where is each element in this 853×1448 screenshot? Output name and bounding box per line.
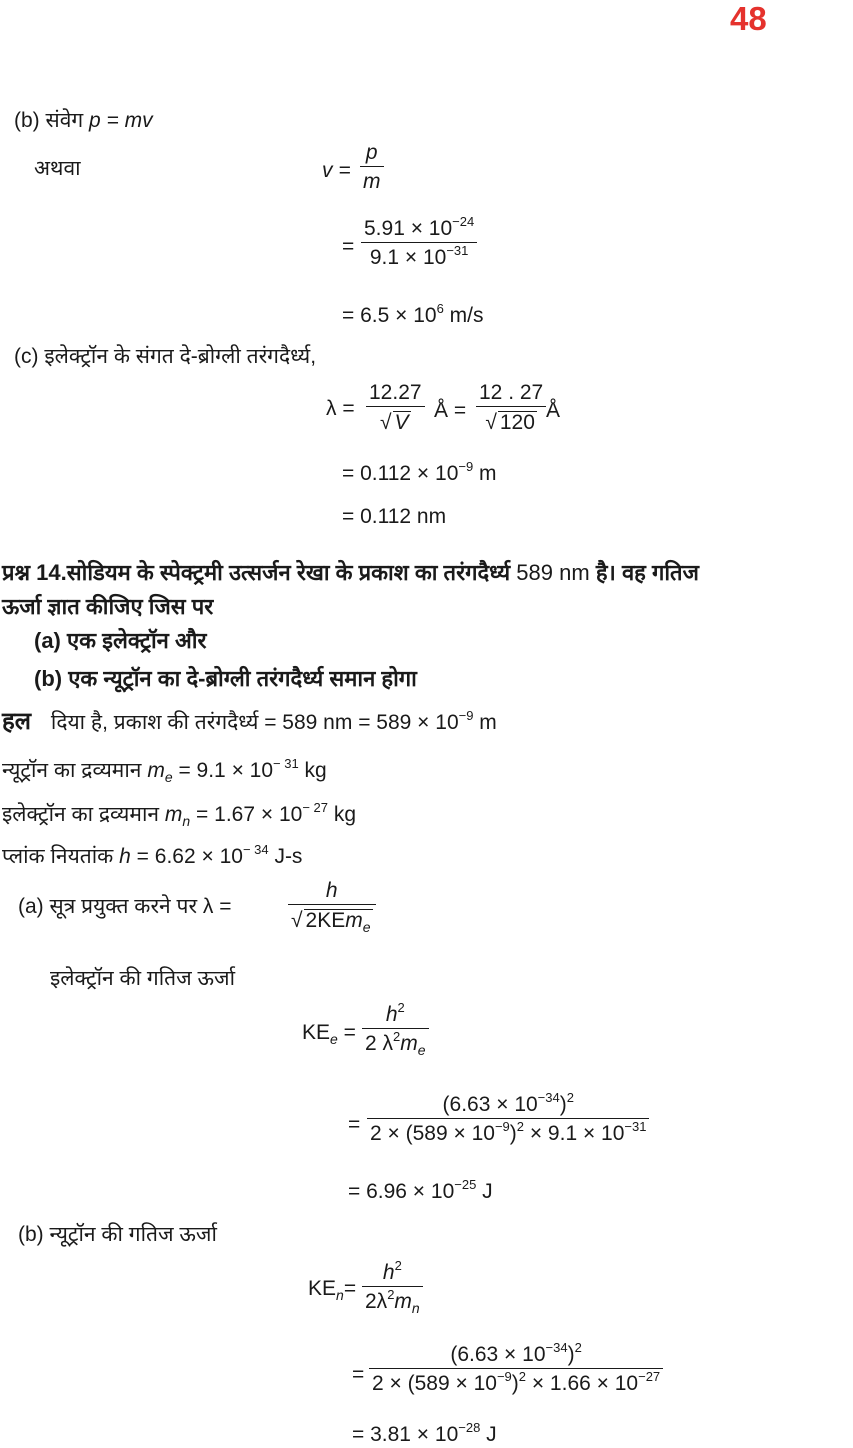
- ke-n-formula: $\frac{h^2}{2\lambda^2m_n}$: [362, 1262, 423, 1312]
- ke-e-equals: $KE_e$ =: [302, 1021, 356, 1047]
- part-c-heading: (c) इलेक्ट्रॉन के संगत दे-ब्रोग्ली तरंगदैर्ध्य,: [14, 345, 317, 368]
- lambda-result-m: = $0.112 \times 10^{-9}$ m: [342, 459, 497, 485]
- lambda-equals: λ =: [326, 397, 355, 420]
- planck-line: प्लांक नियतांक $h = 6.62 \times 10^{- 34}$ J-s: [2, 842, 303, 868]
- ke-n-substitution: $\frac{(6.63 \times 10^{-34})^2}{2 \times (589 \times 10^{-9})^2 \times 1.66 \times 10^{-27}}$: [369, 1344, 663, 1394]
- solution-label: हल: [2, 708, 32, 735]
- v-fraction-num: p: [365, 141, 378, 164]
- athva-label: अथवा: [34, 157, 81, 180]
- question-14-a: (a) एक इलेक्ट्रॉन और: [34, 628, 207, 653]
- v-equals: v =: [322, 159, 351, 182]
- question-14-b: (b) एक न्यूट्रॉन का दे-ब्रोग्ली तरंगदैर्ध्य समान होगा: [34, 666, 417, 691]
- eq-sign-ke-n: =: [352, 1363, 365, 1386]
- question-14-line1: प्रश्न 14.सोडियम के स्पेक्ट्रमी उत्सर्जन रेखा के प्रकाश का तरंगदैर्ध्य 589 nm है। वह गतिज: [2, 560, 699, 585]
- solution-given: हल दिया है, प्रकाश की तरंगदैर्ध्य = 589 nm = $589 \times 10^{-9}$ m: [2, 708, 497, 735]
- formula-a-label: (a) सूत्र प्रयुक्त करने पर λ =: [18, 895, 232, 918]
- lambda-result-nm: = 0.112 nm: [342, 505, 447, 528]
- velocity-num: $5.91 \times 10^{-24}$: [364, 214, 475, 240]
- electron-mass-line: न्यूट्रॉन का द्रव्यमान $m_e = 9.1 \times 10^{- 31}$ kg: [2, 756, 327, 785]
- page-number: 48: [730, 0, 767, 37]
- lambda-fraction-1: $\frac{12.27}{√ V}$: [366, 382, 425, 433]
- v-fraction: [360, 142, 384, 192]
- ke-e-substitution: $\frac{(6.63 \times 10^{-34})^2}{2 \times (589 \times 10^{-9})^2 \times 9.1 \times 10^{-31}}$: [367, 1094, 649, 1144]
- electron-ke-label: इलेक्ट्रॉन की गतिज ऊर्जा: [50, 967, 236, 990]
- question-label: प्रश्न 14.: [2, 560, 67, 585]
- angstrom-eq: Å =: [434, 399, 467, 422]
- part-b-label: (b) संवेग: [14, 109, 84, 132]
- velocity-fraction: [361, 214, 477, 269]
- angstrom-2: Å: [546, 399, 561, 422]
- part-b-heading: [14, 110, 153, 131]
- ke-n-equals: $KE_n=$: [308, 1277, 357, 1303]
- ke-e-result: = $6.96 \times 10^{-25}$ J: [348, 1177, 493, 1203]
- lambda-fraction-2: $\frac{12 . 27}{√ 120}$: [476, 382, 546, 433]
- question-14-line2: ऊर्जा ज्ञात कीजिए जिस पर: [2, 594, 214, 619]
- velocity-den: $9.1 \times 10^{-31}$: [361, 242, 477, 268]
- neutron-mass-line: इलेक्ट्रॉन का द्रव्यमान $m_n = 1.67 \times 10^{- 27}$ kg: [2, 800, 357, 829]
- velocity-result: = $6.5 \times 10^6$ m/s: [342, 301, 484, 327]
- eq-sign-1: =: [342, 235, 355, 258]
- neutron-ke-label: (b) न्यूट्रॉन की गतिज ऊर्जा: [18, 1223, 217, 1246]
- eq-sign-ke-e: =: [348, 1113, 361, 1136]
- ke-e-formula: $\frac{h^2}{2 \lambda^2m_e}$: [362, 1004, 429, 1054]
- ke-n-result: = $3.81 \times 10^{-28}$ J: [352, 1420, 497, 1446]
- v-fraction-den: m: [360, 166, 384, 192]
- debroglie-formula: h √ 2KEm$_e$: [288, 880, 376, 931]
- momentum-formula: p = mv: [89, 109, 153, 132]
